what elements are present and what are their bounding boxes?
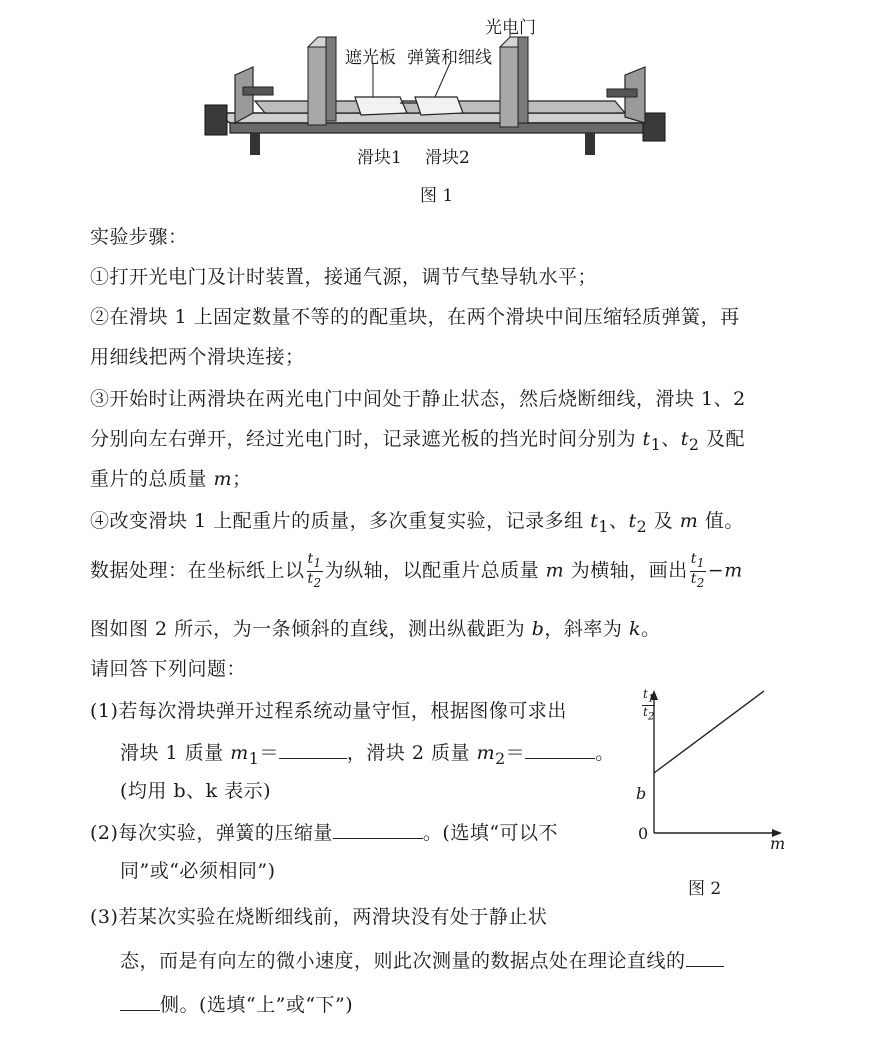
figure-2-caption: 图 2 xyxy=(688,879,722,899)
step-3c-text: 重片的总质量 xyxy=(90,468,214,490)
frac-den-sub: 2 xyxy=(313,575,322,590)
b-symbol: b xyxy=(531,618,545,640)
slider-2-label: 滑块2 xyxy=(425,148,470,168)
question-1-line-3: (均用 b、k 表示) xyxy=(120,780,272,802)
separator: 、 xyxy=(661,428,681,450)
compression-answer-blank[interactable] xyxy=(333,837,423,839)
step-2-line-1: ②在滑块 1 上固定数量不等的的配重块，在两个滑块中间压缩轻质弹簧，再 xyxy=(90,306,740,328)
ratio-fraction-2 xyxy=(690,552,706,591)
theory-line xyxy=(654,691,764,773)
frac-num-sub: 1 xyxy=(313,555,322,570)
q2-text-b: 。(选填“可以不 xyxy=(422,822,559,844)
m1-answer-blank[interactable] xyxy=(279,757,347,759)
processing-line-2 xyxy=(90,614,660,641)
frac-num-sub: 1 xyxy=(696,555,705,570)
spring-and-thread-label: 弹簧和细线 xyxy=(407,48,492,68)
frac-den: t xyxy=(690,570,697,587)
m2-answer-blank[interactable] xyxy=(525,757,595,759)
y-label-num: t xyxy=(643,687,648,701)
processing-text-e: ，斜率为 xyxy=(544,618,629,640)
figure-2 xyxy=(630,688,790,898)
steps-title: 实验步骤： xyxy=(90,226,188,248)
minus-sign: − xyxy=(707,559,725,582)
processing-text-f: 。 xyxy=(640,618,661,640)
step-3-text: 分别向左右弹开，经过光电门时，记录遮光板的挡光时间分别为 xyxy=(90,428,643,450)
processing-line-1 xyxy=(90,552,743,591)
side-answer-blank-part-1[interactable] xyxy=(686,965,724,967)
step-4-mid: 及 xyxy=(647,510,680,532)
step-4-end: 值。 xyxy=(698,510,744,532)
q1-text-b: ，滑块 2 质量 xyxy=(346,742,477,764)
frac-num: t xyxy=(690,551,697,567)
step-3c-end: ； xyxy=(232,468,252,490)
q1-text-c: 。 xyxy=(595,742,615,764)
question-2-line-1 xyxy=(90,818,558,845)
step-2-line-2: 用细线把两个滑块连接； xyxy=(90,346,305,368)
question-1-line-2 xyxy=(120,738,615,768)
photogate-label: 光电门 xyxy=(485,18,536,38)
m-symbol: m xyxy=(213,468,233,490)
step-3-line-2 xyxy=(90,424,745,454)
equals-sign: ＝ xyxy=(505,742,526,764)
processing-text-a: 数据处理：在坐标纸上以 xyxy=(90,559,305,582)
question-1-line-1: (1)若每次滑块弹开过程系统动量守恒，根据图像可求出 xyxy=(90,700,567,722)
figure-1-caption: 图 1 xyxy=(420,186,454,206)
m2-symbol: m xyxy=(476,742,496,764)
question-2-line-2: 同”或“必须相同”) xyxy=(120,860,276,882)
processing-text-b: 为纵轴，以配重片总质量 xyxy=(324,559,546,582)
y-label-num-sub: 1 xyxy=(647,693,655,705)
q1-text-a: 滑块 1 质量 xyxy=(120,742,231,764)
y-label-den: t xyxy=(643,705,648,720)
m-symbol: m xyxy=(724,559,743,582)
origin-label: 0 xyxy=(638,824,649,843)
m1-symbol: m xyxy=(230,742,249,764)
ratio-fraction xyxy=(307,552,323,591)
question-3-line-3 xyxy=(120,990,353,1017)
t2-subscript: 2 xyxy=(688,434,700,454)
step-3-text-end: 及配 xyxy=(699,428,746,450)
q3-text-c: 侧。(选填“上”或“下”) xyxy=(160,994,354,1016)
slider-1-label: 滑块1 xyxy=(357,148,402,168)
q2-text-a: (2)每次实验，弹簧的压缩量 xyxy=(90,822,333,844)
intercept-label: b xyxy=(636,784,647,803)
k-symbol: k xyxy=(628,618,641,640)
shield-plate-label: 遮光板 xyxy=(345,48,396,68)
equals-sign: ＝ xyxy=(259,742,279,764)
frac-den: t xyxy=(307,570,314,587)
question-3-line-1: (3)若某次实验在烧断细线前，两滑块没有处于静止状 xyxy=(90,906,548,928)
t1-symbol: t xyxy=(642,428,651,450)
t2-subscript: 2 xyxy=(636,516,648,536)
question-3-line-2 xyxy=(120,946,724,973)
step-3-line-3 xyxy=(90,464,252,491)
m-symbol: m xyxy=(679,510,699,532)
separator: 、 xyxy=(608,510,629,532)
t2-symbol: t xyxy=(680,428,689,450)
q3-text-b: 态，而是有向左的微小速度，则此次测量的数据点处在理论直线的 xyxy=(120,950,686,972)
t1-subscript: 1 xyxy=(650,434,662,454)
step-4 xyxy=(90,506,744,536)
t1-subscript: 1 xyxy=(598,516,609,536)
t1-symbol: t xyxy=(590,510,599,532)
questions-title: 请回答下列问题： xyxy=(90,658,247,680)
y-label-den-sub: 2 xyxy=(647,711,655,723)
m1-subscript: 1 xyxy=(248,748,260,768)
m2-subscript: 2 xyxy=(495,748,506,768)
y-axis-label xyxy=(642,688,655,724)
step-4-text: ④改变滑块 1 上配重片的质量，多次重复实验，记录多组 xyxy=(90,510,591,532)
step-3-line-1: ③开始时让两滑块在两光电门中间处于静止状态，然后烧断细线，滑块 1、2 xyxy=(90,388,746,410)
x-axis-label: m xyxy=(770,834,786,853)
frac-num: t xyxy=(307,551,314,567)
frac-den-sub: 2 xyxy=(696,575,705,590)
figure-1 xyxy=(195,5,675,205)
t2-symbol: t xyxy=(628,510,637,532)
m-symbol: m xyxy=(545,559,565,582)
side-answer-blank-part-2[interactable] xyxy=(120,1009,160,1011)
processing-text-c: 为横轴，画出 xyxy=(564,559,688,582)
processing-text-d: 图如图 2 所示，为一条倾斜的直线，测出纵截距为 xyxy=(90,618,532,640)
step-1: ①打开光电门及计时装置，接通气源，调节气垫导轨水平； xyxy=(90,266,598,288)
